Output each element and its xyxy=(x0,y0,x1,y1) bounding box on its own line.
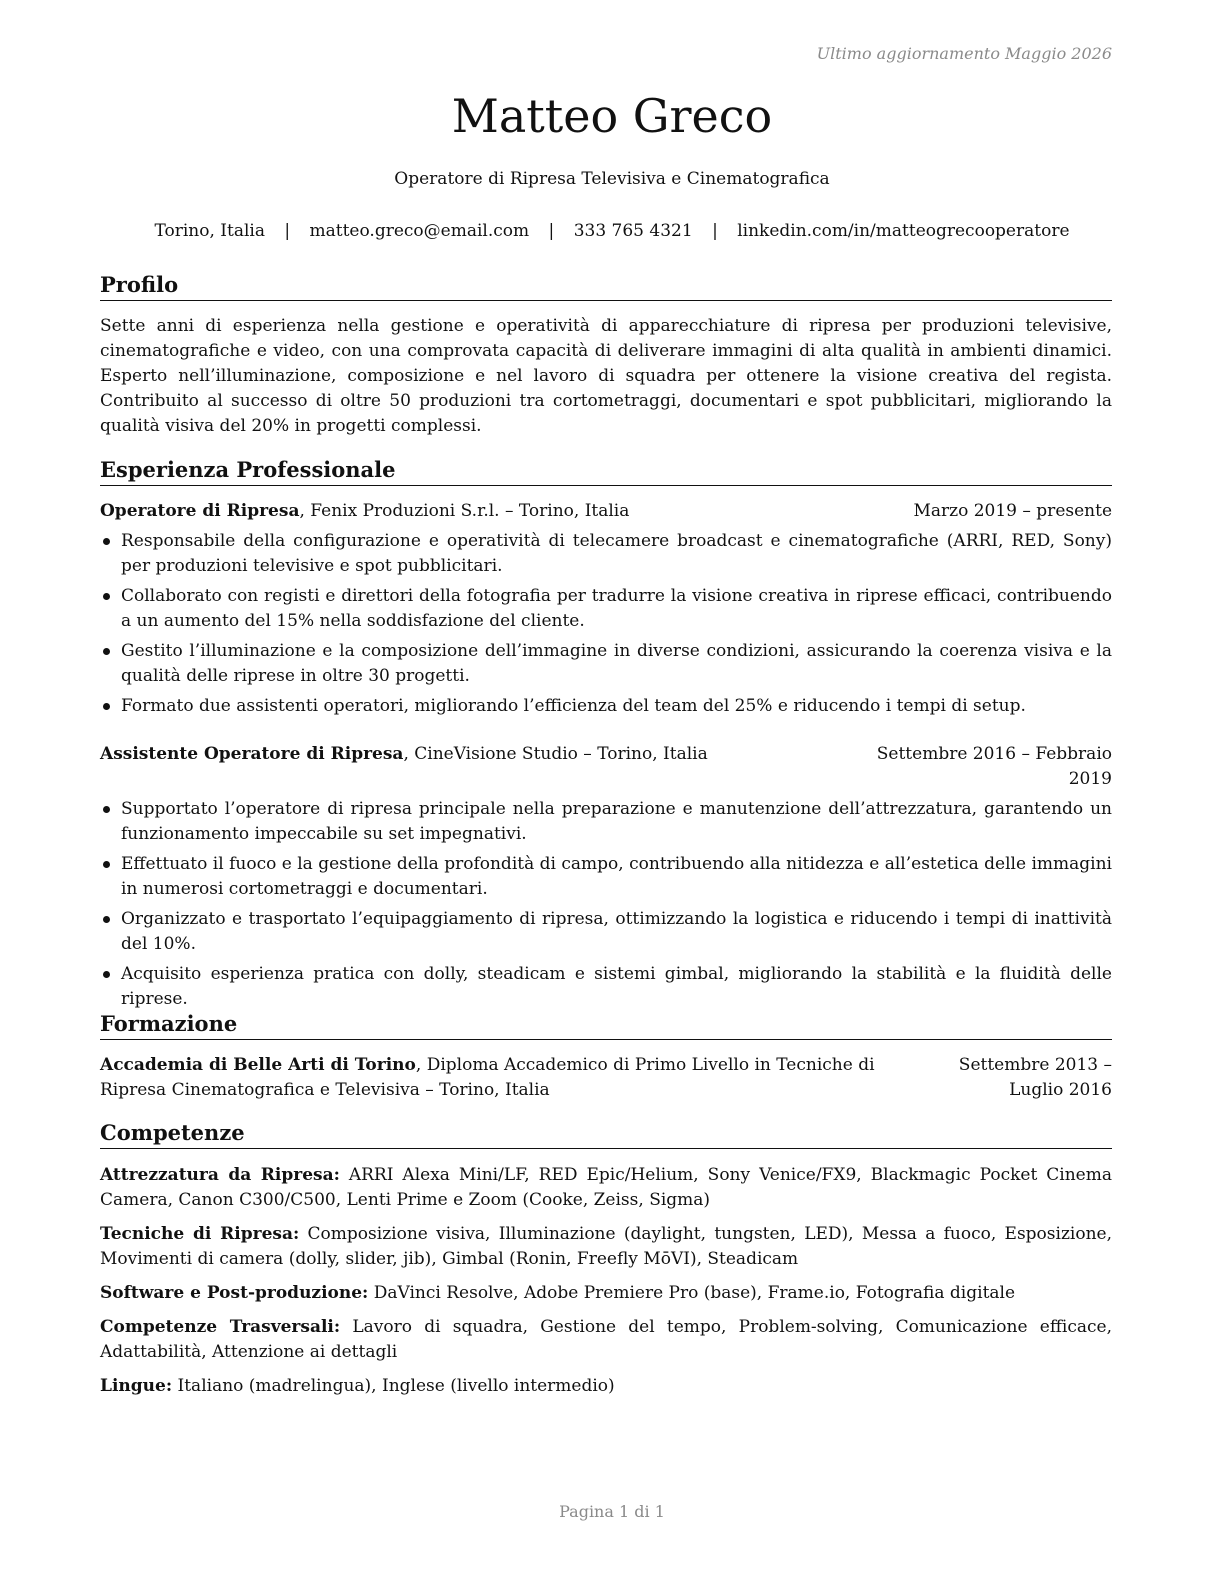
contact-line xyxy=(0,220,1224,242)
degree: , Diploma Accademico di Primo Livello in Tecniche di Ripresa Cinematografica e Televisiva – Torino, Italia xyxy=(100,1055,875,1100)
list-item: Organizzato e trasportato l’equipaggiamento di ripresa, ottimizzando la logistica e riducendo i tempi di inattività del 10%. xyxy=(100,907,1112,957)
page-number: Pagina 1 di 1 xyxy=(559,1502,665,1521)
institution: Accademia di Belle Arti di Torino xyxy=(100,1055,416,1075)
education-section xyxy=(100,1011,1112,1103)
section-heading: Formazione xyxy=(100,1011,1112,1040)
email-link[interactable]: matteo.greco@email.com xyxy=(309,221,530,241)
job-header xyxy=(100,742,1112,792)
profile-text: Sette anni di esperienza nella gestione e operatività di apparecchiature di ripresa per produzioni televisive, cinematografiche e video, con una comprovata capacità di deliverare immagini di alta qualità in ambienti dinamici. Esperto nell’illuminazione, composizione e nel lavoro di squadra per ottenere la visione creativa del regista. Contribuito al successo di oltre 50 produzioni tra cortometraggi, documentari e spot pubblicitari, migliorando la qualità visiva del 20% in progetti complessi. xyxy=(100,316,1112,436)
skill-row xyxy=(100,1374,1112,1399)
job-role: Assistente Operatore di Ripresa xyxy=(100,744,404,764)
last-updated: Ultimo aggiornamento Maggio 2026 xyxy=(816,44,1112,63)
job-entry xyxy=(100,499,1112,719)
linkedin-link[interactable]: linkedin.com/in/matteogrecooperatore xyxy=(737,221,1070,241)
skill-text: Composizione visiva, Illuminazione (daylight, tungsten, LED), Messa a fuoco, Esposizione, Movimenti di camera (dolly, slider, jib), Gimbal (Ronin, Freefly MōVI), Steadicam xyxy=(100,1224,1112,1269)
bullet-icon xyxy=(103,861,110,868)
bullet-icon xyxy=(103,971,110,978)
skill-text: ARRI Alexa Mini/LF, RED Epic/Helium, Sony Venice/FX9, Blackmagic Pocket Cinema Camera, Canon C300/C500, Lenti Prime e Zoom (Cooke, Zeiss, Sigma) xyxy=(100,1165,1112,1210)
candidate-name: Matteo Greco xyxy=(451,89,773,143)
skills-list xyxy=(100,1163,1112,1399)
bullet-icon xyxy=(103,593,110,600)
bullet-icon xyxy=(103,538,110,545)
separator: | xyxy=(548,221,555,241)
skill-row xyxy=(100,1163,1112,1213)
skill-label: Competenze Trasversali: xyxy=(100,1317,341,1337)
bullet-icon xyxy=(103,806,110,813)
list-item: Responsabile della configurazione e operatività di telecamere broadcast e cinematografiche (ARRI, RED, Sony) per produzioni televisive e spot pubblicitari. xyxy=(100,529,1112,579)
list-item: Acquisito esperienza pratica con dolly, steadicam e sistemi gimbal, migliorando la stabilità e la fluidità delle riprese. xyxy=(100,962,1112,1012)
separator: | xyxy=(712,221,718,241)
experience-section xyxy=(100,457,1112,1017)
phone: 333 765 4321 xyxy=(573,221,693,241)
job-role: Operatore di Ripresa xyxy=(100,501,300,521)
bullet-icon xyxy=(103,648,110,655)
separator: | xyxy=(284,221,291,241)
skill-row xyxy=(100,1315,1112,1365)
skill-label: Tecniche di Ripresa: xyxy=(100,1224,300,1244)
list-item: Supportato l’operatore di ripresa principale nella preparazione e manutenzione dell’attrezzatura, garantendo un funzionamento impeccabile su set impegnativi. xyxy=(100,797,1112,847)
skill-text: DaVinci Resolve, Adobe Premiere Pro (base), Frame.io, Fotografia digitale xyxy=(368,1283,1016,1303)
bullet-icon xyxy=(103,916,110,923)
list-item: Formato due assistenti operatori, migliorando l’efficienza del team del 25% e riducendo i tempi di setup. xyxy=(100,694,1112,719)
list-item: Collaborato con registi e direttori della fotografia per tradurre la visione creativa in riprese efficaci, contribuendo a un aumento del 15% nella soddisfazione del cliente. xyxy=(100,584,1112,634)
skill-row xyxy=(100,1281,1112,1306)
skill-label: Attrezzatura da Ripresa: xyxy=(100,1165,340,1185)
section-heading: Esperienza Professionale xyxy=(100,457,1112,486)
skill-text: Italiano (madrelingua), Inglese (livello intermedio) xyxy=(172,1376,615,1396)
job-bullets xyxy=(100,797,1112,1012)
job-dates: Marzo 2019 – presente xyxy=(913,501,1112,521)
job-bullets xyxy=(100,529,1112,719)
job-company: , Fenix Produzioni S.r.l. – Torino, Italia xyxy=(299,501,630,521)
profile-section xyxy=(100,272,1112,439)
list-item: Gestito l’illuminazione e la composizione dell’immagine in diverse condizioni, assicurando la coerenza visiva e la qualità delle riprese in oltre 30 progetti. xyxy=(100,639,1112,689)
location: Torino, Italia xyxy=(154,221,265,241)
bullet-icon xyxy=(103,703,110,710)
job-header xyxy=(100,499,1112,524)
list-item: Effettuato il fuoco e la gestione della profondità di campo, contribuendo alla nitidezza e all’estetica delle immagini in numerosi cortometraggi e documentari. xyxy=(100,852,1112,902)
section-heading: Profilo xyxy=(100,272,1112,301)
skill-text: Lavoro di squadra, Gestione del tempo, Problem-solving, Comunicazione efficace, Adattabilità, Attenzione ai dettagli xyxy=(100,1317,1112,1362)
skill-label: Software e Post-produzione: xyxy=(100,1283,369,1303)
job-company: , CineVisione Studio – Torino, Italia xyxy=(403,744,708,764)
job-title: Operatore di Ripresa Televisiva e Cinematografica xyxy=(394,169,830,189)
job-dates: Settembre 2016 – Febbraio 2019 xyxy=(876,744,1112,789)
education-entry xyxy=(100,1053,1112,1103)
job-entry xyxy=(100,742,1112,1012)
skill-row xyxy=(100,1222,1112,1272)
skills-section xyxy=(100,1120,1112,1408)
section-heading: Competenze xyxy=(100,1120,1112,1149)
education-dates: Settembre 2013 – Luglio 2016 xyxy=(958,1055,1112,1100)
skill-label: Lingue: xyxy=(100,1376,173,1396)
